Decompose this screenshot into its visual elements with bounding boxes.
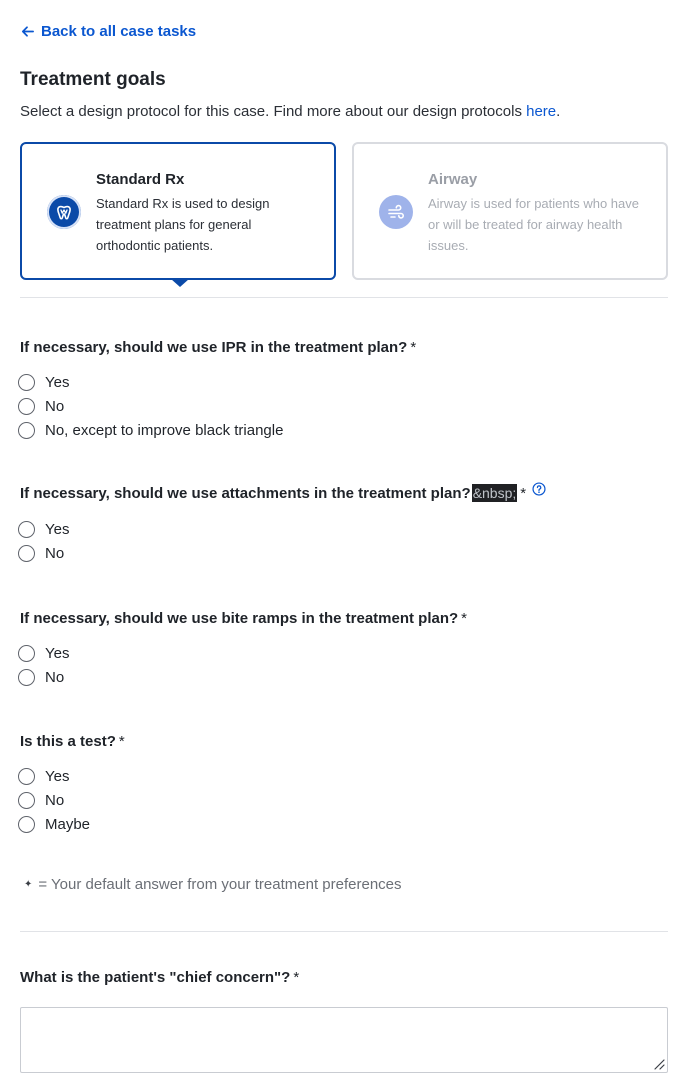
radio-label: Yes [45, 521, 70, 538]
resize-grip-icon[interactable] [651, 1056, 665, 1070]
page-title: Treatment goals [20, 69, 166, 90]
radio-label: Maybe [45, 816, 91, 833]
question-ipr-label [20, 339, 416, 356]
nbsp-badge: &nbsp; [472, 485, 517, 501]
selected-indicator [171, 279, 189, 287]
chief-concern-textarea[interactable] [20, 1007, 668, 1073]
radio-circle[interactable] [18, 422, 35, 439]
radio-bite-ramps-yes[interactable] [18, 645, 69, 662]
chief-concern-label [20, 969, 299, 986]
radio-label: No [45, 545, 65, 562]
protocol-card-airway[interactable] [352, 142, 668, 280]
protocol-title: Standard Rx [96, 171, 185, 188]
section-divider [20, 931, 668, 932]
required-marker: * [118, 733, 125, 750]
question-text: If necessary, should we use bite ramps in the treatment plan? [20, 610, 459, 627]
radio-circle[interactable] [18, 669, 35, 686]
radio-circle[interactable] [18, 792, 35, 809]
radio-label: No [45, 398, 65, 415]
radio-bite-ramps-no[interactable] [18, 669, 64, 686]
question-text: If necessary, should we use attachments in the treatment plan? [20, 484, 471, 502]
question-bite-ramps-label [20, 610, 467, 627]
question-text: Is this a test? [20, 733, 116, 750]
radio-circle[interactable] [18, 398, 35, 415]
footnote-text: = Your default answer from your treatment preferences [38, 876, 402, 893]
radio-test-yes[interactable] [18, 768, 69, 785]
arrow-left-icon [20, 24, 35, 39]
sparkle-icon: ✦ [24, 879, 33, 890]
section-divider [20, 297, 668, 298]
required-marker: * [520, 484, 527, 502]
radio-circle[interactable] [18, 374, 35, 391]
radio-ipr-no[interactable] [18, 398, 64, 415]
default-answer-footnote [24, 876, 402, 893]
radio-attachments-no[interactable] [18, 545, 64, 562]
protocol-title: Airway [428, 171, 478, 188]
radio-circle[interactable] [18, 645, 35, 662]
question-text: If necessary, should we use IPR in the treatment plan? [20, 339, 408, 356]
tooth-logo-icon [47, 195, 81, 229]
design-protocols-link[interactable]: here [526, 103, 557, 120]
radio-ipr-yes[interactable] [18, 374, 69, 391]
back-link-label: Back to all case tasks [41, 23, 197, 40]
radio-attachments-yes[interactable] [18, 521, 69, 538]
radio-label: Yes [45, 374, 70, 391]
radio-label: No [45, 792, 65, 809]
required-marker: * [410, 339, 417, 356]
required-marker: * [293, 969, 300, 986]
wind-icon [379, 195, 413, 229]
radio-label: Yes [45, 645, 70, 662]
question-text: What is the patient's "chief concern"? [20, 969, 291, 986]
back-to-case-tasks-link[interactable] [20, 23, 196, 40]
radio-label: No [45, 669, 65, 686]
radio-ipr-no-except[interactable] [18, 422, 283, 439]
protocol-description: Standard Rx is used to design treatment plans for general orthodontic patients. [96, 196, 270, 253]
protocol-description: Airway is used for patients who have or will be treated for airway health issues. [428, 196, 639, 253]
subtitle-text: Select a design protocol for this case. Find more about our design protocols [20, 103, 527, 120]
radio-circle[interactable] [18, 768, 35, 785]
radio-label: No, except to improve black triangle [45, 422, 284, 439]
radio-test-maybe[interactable] [18, 816, 90, 833]
radio-circle[interactable] [18, 521, 35, 538]
help-circle-icon[interactable] [532, 482, 546, 496]
required-marker: * [461, 610, 468, 627]
radio-circle[interactable] [18, 816, 35, 833]
radio-label: Yes [45, 768, 70, 785]
protocol-card-standard-rx[interactable] [20, 142, 336, 280]
question-test-label [20, 733, 125, 750]
page-subtitle [20, 103, 560, 120]
question-attachments-label [20, 484, 546, 502]
radio-circle[interactable] [18, 545, 35, 562]
subtitle-period: . [556, 103, 561, 120]
radio-test-no[interactable] [18, 792, 64, 809]
